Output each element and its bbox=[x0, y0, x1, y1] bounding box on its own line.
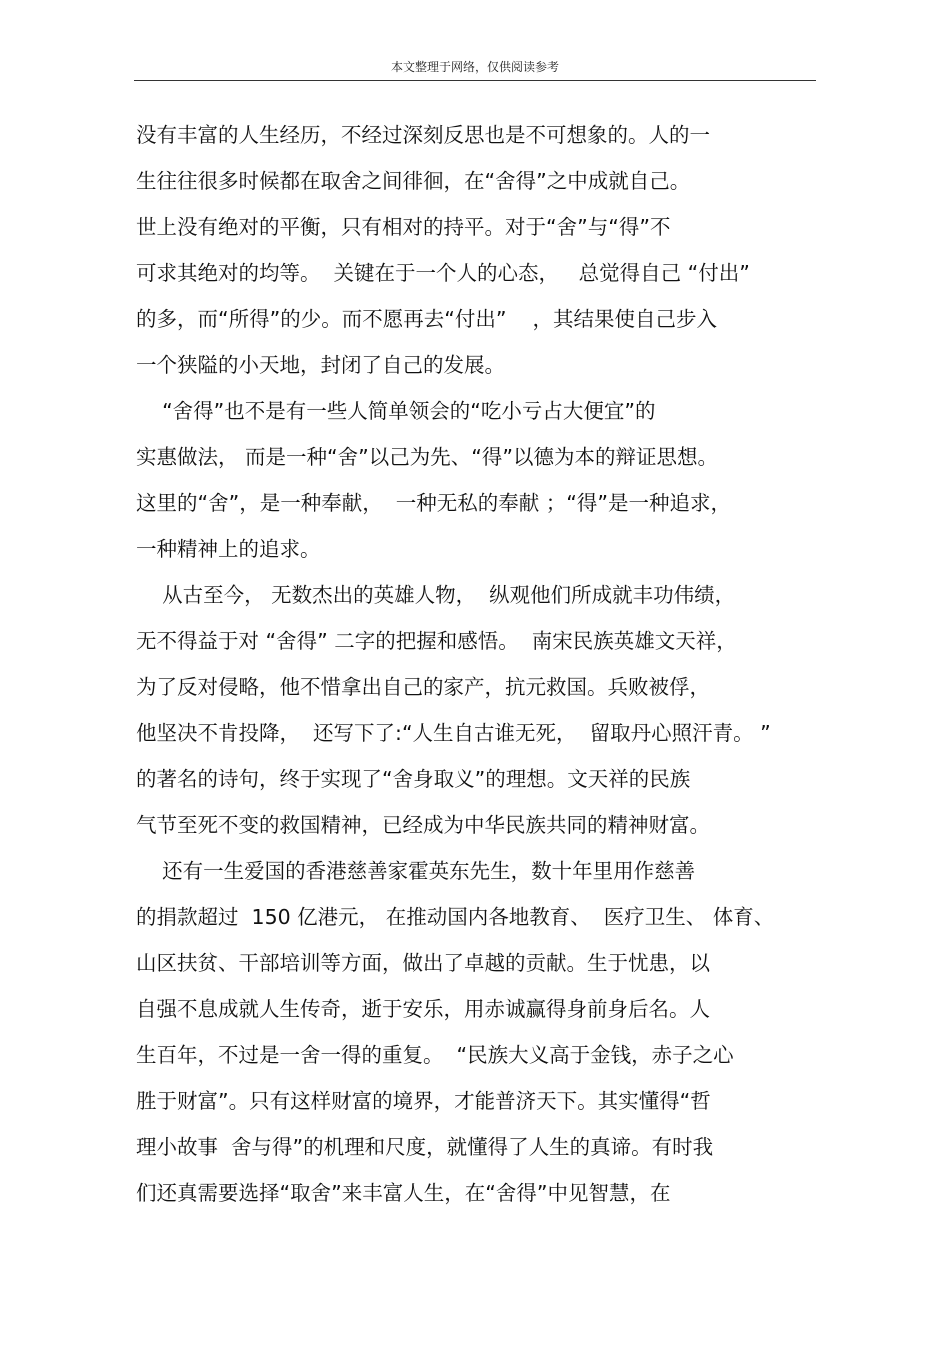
text-line: 的多，而“所得”的少。而不愿再去“付出” ，其结果使自己步入 bbox=[136, 307, 718, 331]
text-line: 无不得益于对 “舍得” 二字的把握和感悟。 南宋民族英雄文天祥， bbox=[136, 629, 737, 653]
text-line: 的捐款超过 150 亿港元， 在推动国内各地教育、 医疗卫生、 体育、 bbox=[136, 905, 775, 929]
text-line: 自强不息成就人生传奇，逝于安乐，用赤诚赢得身前身后名。人 bbox=[136, 997, 710, 1021]
text-line: 世上没有绝对的平衡，只有相对的持平。对于“舍”与“得”不 bbox=[136, 215, 671, 239]
text-line: 山区扶贫、干部培训等方面，做出了卓越的贡献。生于忧患，以 bbox=[136, 951, 710, 975]
text-line: 的著名的诗句，终于实现了“舍身取义”的理想。文天祥的民族 bbox=[136, 767, 691, 791]
text-line: 生百年，不过是一舍一得的重复。 “民族大义高于金钱，赤子之心 bbox=[136, 1043, 734, 1067]
text-line: 们还真需要选择“取舍”来丰富人生，在“舍得”中见智慧，在 bbox=[136, 1181, 671, 1205]
page-header-note: 本文整理于网络，仅供阅读参考 bbox=[390, 60, 559, 74]
text-line: 理小故事 舍与得”的机理和尺度，就懂得了人生的真谛。有时我 bbox=[136, 1135, 714, 1159]
text-line: 一种精神上的追求。 bbox=[136, 537, 321, 561]
text-line: 他坚决不肯投降， 还写下了:“人生自古谁无死， 留取丹心照汗青。 ” bbox=[136, 721, 771, 745]
text-line: “舍得”也不是有一些人简单领会的“吃小亏占大便宜”的 bbox=[136, 399, 656, 423]
text-line: 没有丰富的人生经历，不经过深刻反思也是不可想象的。人的一 bbox=[136, 123, 710, 147]
text-line: 这里的“舍”，是一种奉献， 一种无私的奉献 ；“得”是一种追求， bbox=[136, 491, 732, 515]
text-line: 一个狭隘的小天地，封闭了自己的发展。 bbox=[136, 353, 505, 377]
text-line: 还有一生爱国的香港慈善家霍英东先生，数十年里用作慈善 bbox=[136, 859, 696, 883]
text-line: 生往往很多时候都在取舍之间徘徊，在“舍得”之中成就自己。 bbox=[136, 169, 691, 193]
text-line: 气节至死不变的救国精神，已经成为中华民族共同的精神财富。 bbox=[136, 813, 710, 837]
text-line: 实惠做法， 而是一种“舍”以己为先、“得”以德为本的辩证思想。 bbox=[136, 445, 718, 469]
text-line: 为了反对侵略，他不惜拿出自己的家产，抗元救国。兵败被俘， bbox=[136, 675, 710, 699]
text-line: 可求其绝对的均等。 关键在于一个人的心态， 总觉得自己 “付出” bbox=[136, 261, 750, 285]
header-divider bbox=[134, 80, 816, 81]
article-body bbox=[136, 112, 816, 1216]
text-line: 胜于财富”。只有这样财富的境界，才能普济天下。其实懂得“哲 bbox=[136, 1089, 711, 1113]
text-line: 从古至今， 无数杰出的英雄人物， 纵观他们所成就丰功伟绩， bbox=[136, 583, 736, 607]
